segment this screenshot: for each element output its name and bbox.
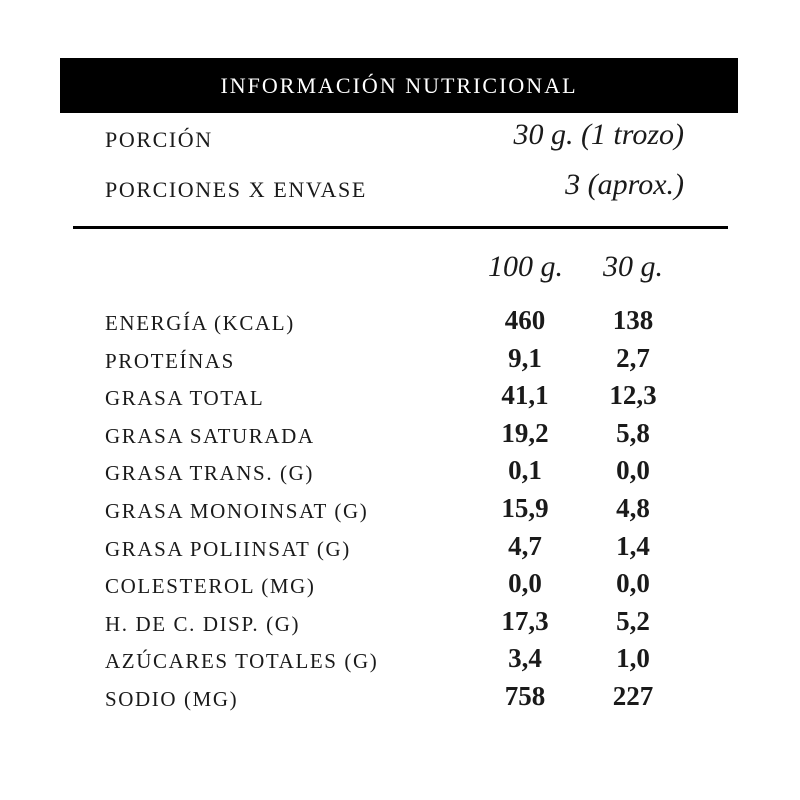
table-row	[0, 493, 800, 529]
nutrient-name: SODIO (MG)	[105, 687, 239, 711]
value-per-100g: 758	[504, 681, 546, 711]
value-per-30g: 1,0	[616, 643, 650, 674]
value-per-30g: 5,2	[616, 605, 650, 636]
value-per-30g: 12,3	[609, 380, 657, 411]
value-per-100g: 3,4	[508, 643, 542, 674]
serving-label: PORCIÓN	[105, 127, 213, 152]
nutrient-name: GRASA TRANS. (G)	[105, 461, 314, 486]
table-row	[0, 643, 800, 679]
divider	[73, 226, 728, 229]
nutrient-name: GRASA POLIINSAT (G)	[105, 536, 351, 561]
value-per-100g: 41,1	[501, 380, 549, 411]
column-header-30g: 30 g.	[603, 250, 663, 283]
title-bar	[60, 58, 738, 113]
table-row	[0, 455, 800, 491]
table-row	[0, 418, 800, 454]
nutrient-name: H. DE C. DISP. (G)	[105, 611, 301, 636]
value-per-100g: 0,1	[508, 455, 542, 486]
title: INFORMACIÓN NUTRICIONAL	[220, 72, 578, 98]
table-row	[0, 681, 800, 717]
value-per-30g: 2,7	[616, 342, 650, 373]
value-per-30g: 0,0	[616, 455, 650, 486]
nutrient-name: ENERGÍA (KCAL)	[105, 311, 295, 335]
nutrient-name: PROTEÍNAS	[105, 348, 235, 373]
nutrient-name: GRASA TOTAL	[105, 386, 265, 411]
value-per-100g: 19,2	[501, 417, 549, 448]
value-per-100g: 15,9	[501, 493, 549, 523]
table-row	[0, 343, 800, 379]
servings-per-container-label: PORCIONES X ENVASE	[105, 177, 367, 202]
value-per-100g: 460	[504, 305, 546, 335]
table-row	[0, 568, 800, 604]
table-row	[0, 606, 800, 642]
serving-value: 30 g. (1 trozo)	[513, 118, 684, 151]
nutrient-name: GRASA SATURADA	[105, 423, 315, 448]
nutrient-name: COLESTEROL (MG)	[105, 574, 316, 599]
value-per-30g: 227	[612, 681, 654, 711]
table-row	[0, 531, 800, 567]
table-row	[0, 305, 800, 341]
value-per-100g: 17,3	[501, 605, 549, 636]
value-per-30g: 138	[612, 305, 654, 335]
value-per-100g: 9,1	[508, 342, 542, 373]
value-per-100g: 0,0	[508, 568, 542, 599]
value-per-30g: 0,0	[616, 568, 650, 599]
nutrient-name: GRASA MONOINSAT (G)	[105, 499, 369, 523]
column-header-100g: 100 g.	[488, 250, 563, 283]
servings-per-container-value: 3 (aprox.)	[565, 168, 684, 201]
value-per-100g: 4,7	[508, 530, 542, 561]
value-per-30g: 5,8	[616, 417, 650, 448]
nutrient-name: AZÚCARES TOTALES (G)	[105, 649, 379, 674]
value-per-30g: 4,8	[616, 493, 650, 523]
table-row	[0, 380, 800, 416]
value-per-30g: 1,4	[616, 530, 650, 561]
